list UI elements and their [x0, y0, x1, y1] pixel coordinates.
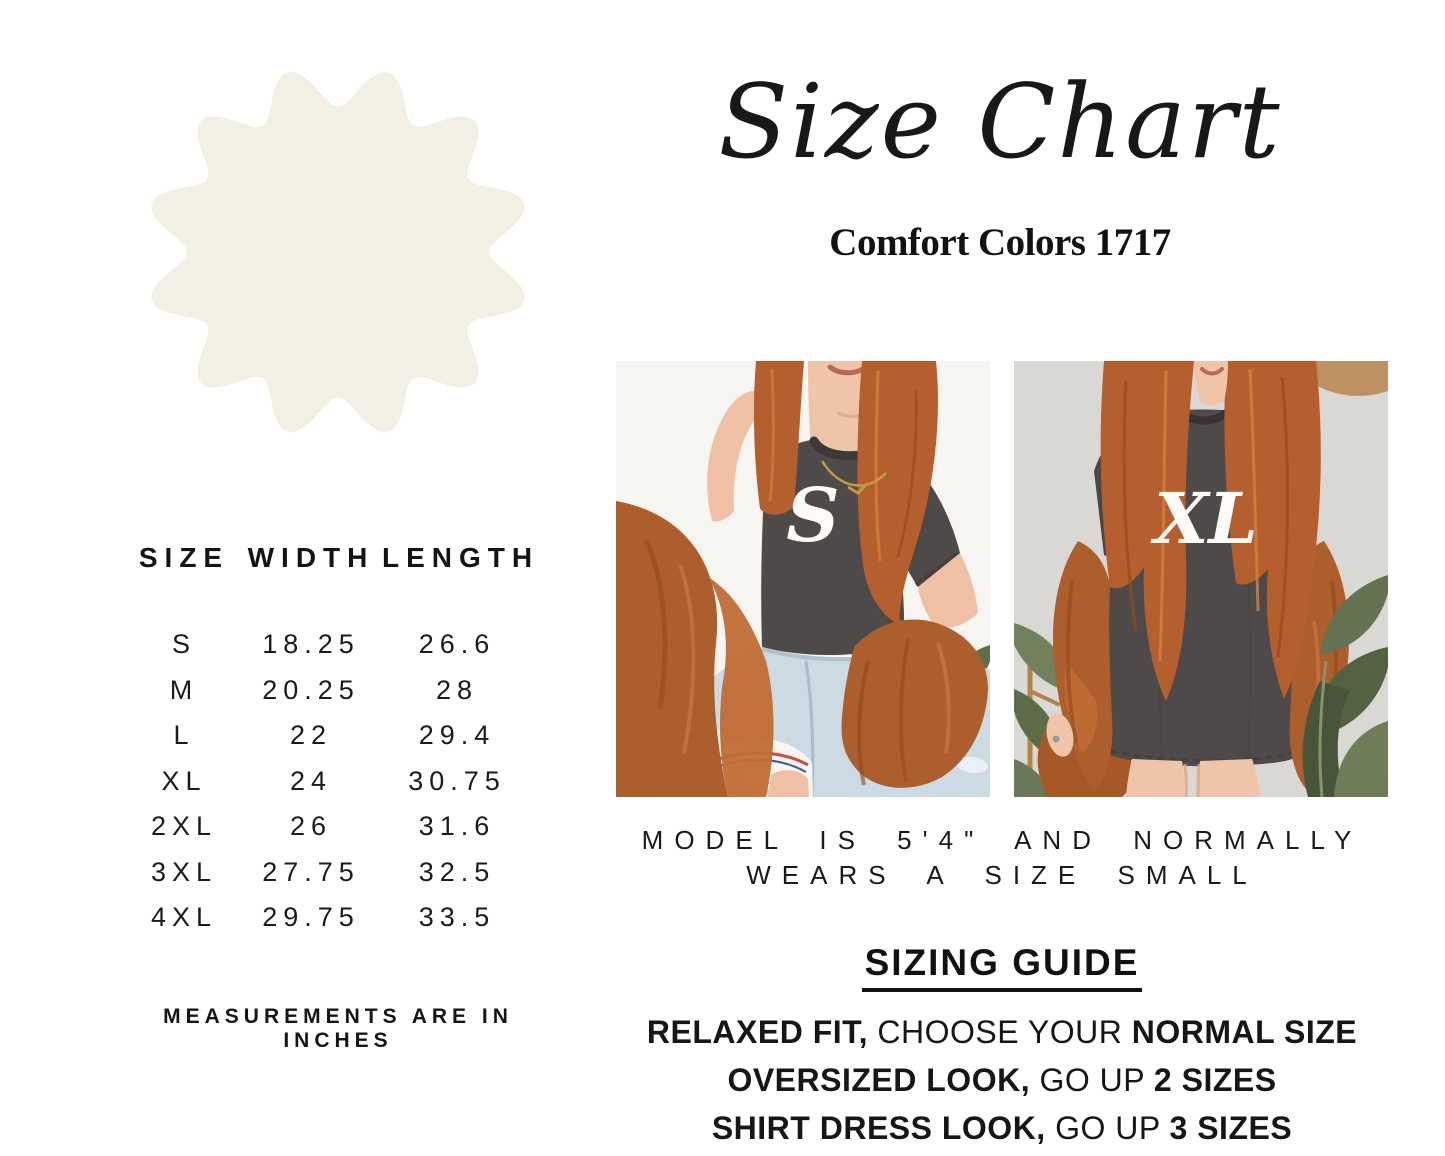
model-caption: [612, 823, 1392, 893]
sizing-guide-line: [612, 1056, 1392, 1104]
table-cell-width: 20.25: [262, 674, 360, 705]
table-cell-size: S: [171, 629, 196, 659]
table-row: [128, 850, 532, 896]
table-row: [128, 759, 532, 805]
table-cell-length: 29.4: [418, 720, 496, 750]
sizing-guide-segment: SHIRT DRESS LOOK,: [711, 1110, 1056, 1146]
table-cell-length: 33.5: [418, 902, 496, 932]
scallop-shape: [151, 72, 524, 432]
table-row: [128, 713, 532, 759]
column-header: LENGTH: [382, 542, 540, 573]
table-cell-size: XL: [161, 765, 207, 796]
table-cell-length: 31.6: [418, 811, 496, 841]
sizing-guide-segment: OVERSIZED LOOK,: [727, 1062, 1040, 1098]
sizing-guide-segment: RELAXED FIT,: [646, 1014, 878, 1050]
ring-icon: [1053, 736, 1060, 743]
model-caption-line2: WEARS A SIZE SMALL: [746, 860, 1258, 890]
size-table: [128, 542, 540, 941]
model-photo-size-xl: [1014, 361, 1388, 797]
table-cell-width: 24: [289, 765, 333, 796]
table-row: [128, 895, 532, 941]
table-cell-size: 4XL: [150, 902, 218, 932]
table-cell-width: 18.25: [262, 629, 360, 659]
model-photo-size-s: [616, 361, 990, 797]
table-cell-length: 32.5: [418, 856, 496, 887]
table-cell-size: 2XL: [150, 811, 218, 841]
sizing-guide-segment: 3 SIZES: [1169, 1110, 1293, 1146]
sizing-guide-segment: GO UP: [1039, 1062, 1154, 1098]
column-header: WIDTH: [247, 542, 375, 573]
table-cell-width: 26: [289, 811, 333, 841]
page-title: Size Chart: [718, 63, 1282, 182]
table-cell-size: L: [173, 720, 195, 750]
measurements-note: MEASUREMENTS ARE IN INCHES: [163, 1005, 513, 1052]
column-header: SIZE: [138, 542, 230, 573]
tee-size-label-xl: XL: [1154, 477, 1258, 560]
size-table-header: [128, 542, 540, 573]
table-row: [128, 622, 532, 668]
sizing-guide: [612, 942, 1392, 1152]
sizing-guide-line: [612, 1008, 1392, 1056]
tee-size-label-s: S: [786, 473, 840, 559]
sizing-guide-segment: 2 SIZES: [1153, 1062, 1277, 1098]
table-row: [128, 668, 532, 714]
sizing-guide-line: [612, 1104, 1392, 1152]
sizing-guide-segment: CHOOSE YOUR: [877, 1014, 1132, 1050]
model-photo-size-xl-illustration: [1014, 361, 1388, 797]
sizing-guide-title: SIZING GUIDE: [862, 942, 1143, 992]
table-cell-length: 26.6: [418, 629, 496, 659]
table-cell-width: 29.75: [262, 902, 360, 932]
table-cell-width: 27.75: [262, 856, 360, 887]
size-table-body: [128, 622, 532, 941]
sizing-guide-segment: GO UP: [1055, 1110, 1170, 1146]
model-caption-line1: MODEL IS 5'4" AND NORMALLY: [641, 825, 1363, 855]
scallop-badge: [136, 56, 540, 448]
table-row: [128, 804, 532, 850]
model-photo-size-s-illustration: [616, 361, 990, 797]
table-cell-length: 30.75: [408, 765, 506, 796]
table-cell-width: 22: [289, 720, 333, 750]
page-subtitle: Comfort Colors 1717: [829, 221, 1171, 264]
table-cell-length: 28: [435, 674, 479, 705]
table-cell-size: M: [169, 674, 199, 705]
sizing-guide-lines: [612, 1008, 1392, 1152]
sizing-guide-segment: NORMAL SIZE: [1131, 1014, 1358, 1050]
table-cell-size: 3XL: [150, 856, 218, 887]
